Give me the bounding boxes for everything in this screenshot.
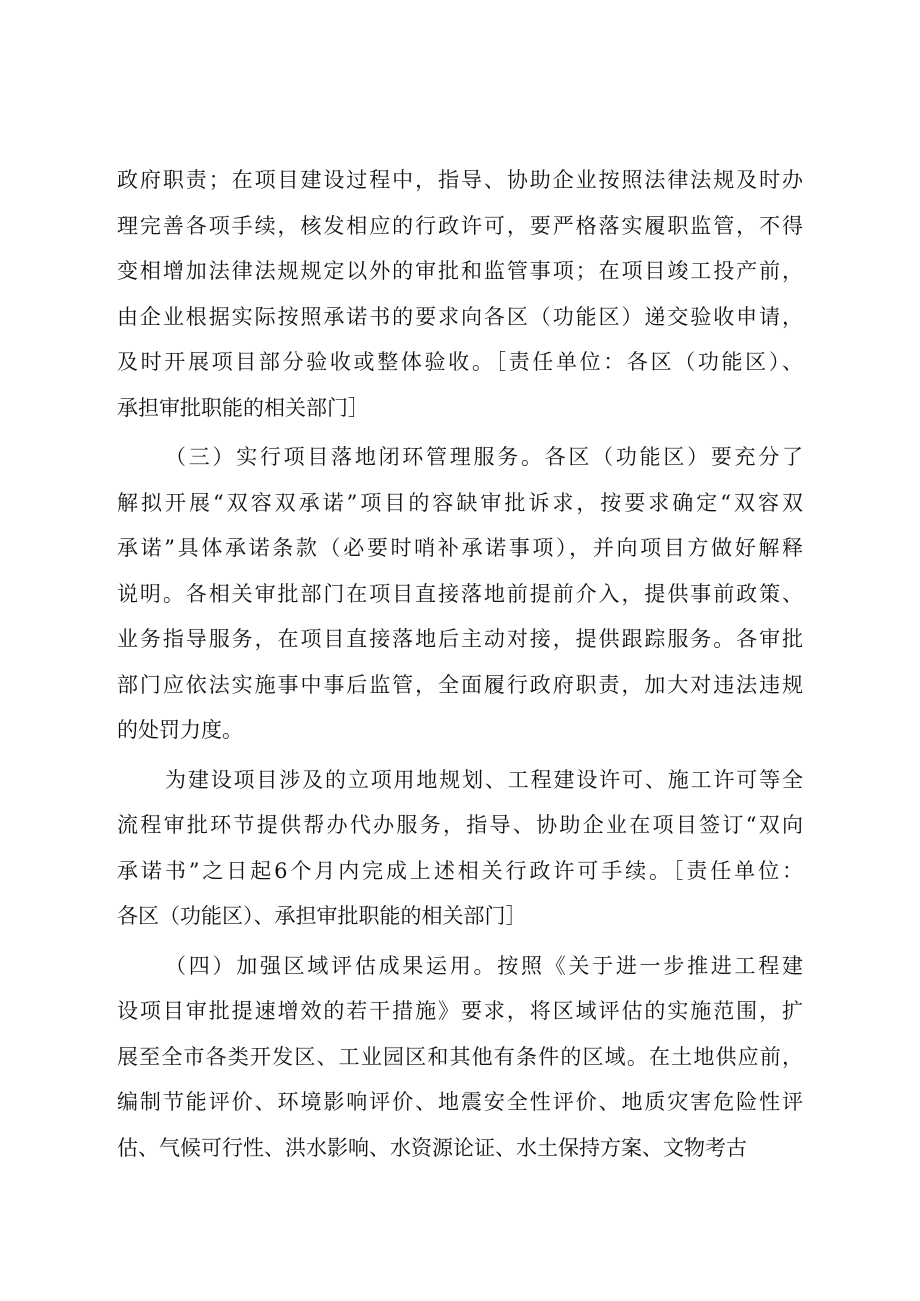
text-line: （四）加强区域评估成果运用。按照《关于进一步推进工程建: [165, 953, 803, 978]
text-line: 展至全市各类开发区、工业园区和其他有条件的区域。在土地供应前，: [117, 1044, 803, 1069]
text-line: 设项目审批提速增效的若干措施》要求，将区域评估的实施范围，扩: [117, 999, 803, 1023]
text-line: 由企业根据实际按照承诺书的要求向各区（功能区）递交验收申请，: [117, 304, 803, 329]
text-line: 变相增加法律法规规定以外的审批和监管事项；在项目竣工投产前，: [117, 259, 803, 283]
text-line: （三）实行项目落地闭环管理服务。各区（功能区）要充分了: [165, 445, 803, 469]
text-line: 承担审批职能的相关部门］: [117, 395, 369, 420]
text-line: 政府职责；在项目建设过程中，指导、协助企业按照法律法规及时办: [117, 168, 803, 192]
text-line: 的处罚力度。: [117, 718, 243, 742]
text-line: 流程审批环节提供帮办代办服务，指导、协助企业在项目签订“双向: [117, 813, 803, 837]
paragraph: [117, 758, 803, 940]
paragraph: [117, 944, 803, 1172]
text-line: 及时开展项目部分验收或整体验收。［责任单位：各区（功能区）、: [117, 350, 803, 374]
text-line: 解拟开展“双容双承诺”项目的容缺审批诉求，按要求确定“双容双: [117, 490, 803, 515]
text-line: 各区（功能区）、承担审批职能的相关部门］: [117, 904, 527, 928]
paragraph: [117, 435, 803, 754]
text-line: 部门应依法实施事中事后监管，全面履行政府职责，加大对违法违规: [117, 672, 803, 697]
text-line: 业务指导服务，在项目直接落地后主动对接，提供跟踪服务。各审批: [117, 627, 803, 651]
text-line: 估、气候可行性、洪水影响、水资源论证、水土保持方案、文物考古: [117, 1135, 747, 1160]
text-line: 说明。各相关审批部门在项目直接落地前提前介入，提供事前政策、: [117, 581, 803, 606]
text-line: 承诺”具体承诺条款（必要时哨补承诺事项），并向项目方做好解释: [117, 536, 803, 560]
document-body: [117, 158, 803, 1171]
text-line: 承诺书”之日起6个月内完成上述相关行政许可手续。［责任单位：: [117, 858, 803, 883]
text-line: 为建设项目涉及的立项用地规划、工程建设许可、施工许可等全: [165, 767, 803, 792]
text-line: 编制节能评价、环境影响评价、地震安全性评价、地质灾害危险性评: [117, 1090, 803, 1114]
text-line: 理完善各项手续，核发相应的行政许可，要严格落实履职监管，不得: [117, 213, 803, 238]
paragraph: [117, 158, 803, 431]
